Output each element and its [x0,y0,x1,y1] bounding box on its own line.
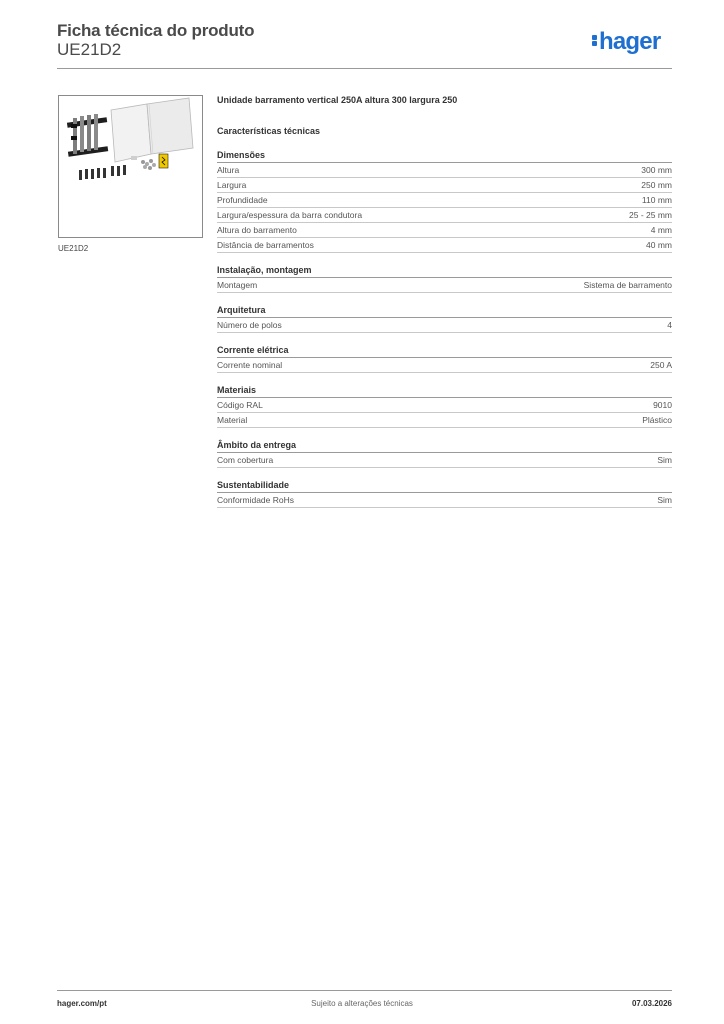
spec-group [217,303,672,333]
spec-value: Sistema de barramento [583,280,672,290]
spec-group [217,263,672,293]
product-code: UE21D2 [57,40,122,59]
spec-row [217,163,672,178]
spec-group [217,478,672,508]
spec-value: 25 - 25 mm [629,210,672,220]
spec-group [217,148,672,253]
spec-label: Código RAL [217,400,263,410]
footer-divider [57,990,672,991]
spec-label: Largura/espessura da barra condutora [217,210,363,220]
spec-value: 110 mm [641,195,672,205]
spec-row [217,193,672,208]
spec-group-title: Materiais [217,383,672,398]
logo-dot-icon [592,35,597,40]
spec-label: Número de polos [217,320,282,330]
spec-value: Sim [657,495,672,505]
spec-group-title: Dimensões [217,148,672,163]
spec-group [217,383,672,428]
spec-label: Conformidade RoHs [217,495,295,505]
product-illustration [59,96,202,237]
busbar-icon [67,114,108,157]
spec-label: Montagem [217,280,258,290]
spec-group-title: Instalação, montagem [217,263,672,278]
spec-row [217,398,672,413]
spec-value: Sim [657,455,672,465]
logo-text: hager [599,28,661,55]
spec-label: Distância de barramentos [217,240,314,250]
spec-value: 40 mm [646,240,672,250]
spec-row [217,238,672,253]
footer-website[interactable]: hager.com/pt [57,999,107,1008]
spec-group [217,343,672,373]
footer-date: 07.03.2026 [631,999,672,1008]
spec-group-title: Arquitetura [217,303,672,318]
spec-label: Com cobertura [217,455,274,465]
logo-dot-icon [592,41,597,46]
spec-value: Plástico [642,415,672,425]
spec-row [217,453,672,468]
spec-value: 9010 [653,400,672,410]
spec-row [217,208,672,223]
spec-label: Corrente nominal [217,360,283,370]
spec-label: Altura do barramento [217,225,297,235]
spec-label: Largura [217,180,247,190]
spec-label: Material [217,415,248,425]
spec-label: Altura [217,165,240,175]
spec-value: 300 mm [641,165,672,175]
product-image [58,95,203,238]
spec-value: 250 mm [641,180,672,190]
spec-row [217,318,672,333]
spec-value: 250 A [650,360,672,370]
spec-group-title: Sustentabilidade [217,478,672,493]
hager-logo [592,28,660,56]
spec-row [217,178,672,193]
cover-panel-icon [111,98,193,162]
spec-label: Profundidade [217,195,268,205]
header-divider [57,68,672,69]
spec-value: 4 mm [650,225,672,235]
spec-row [217,493,672,508]
spec-row [217,278,672,293]
technical-characteristics-heading: Características técnicas [217,126,321,136]
spec-group [217,438,672,468]
specification-content [217,95,672,518]
spec-group-title: Âmbito da entrega [217,438,672,453]
image-caption: UE21D2 [58,244,89,253]
footer-notice: Sujeito a alterações técnicas [311,999,413,1008]
spec-row [217,358,672,373]
spec-groups [217,148,672,508]
product-description: Unidade barramento vertical 250A altura 300 largura 250 [217,95,458,105]
spec-row [217,223,672,238]
spec-group-title: Corrente elétrica [217,343,672,358]
spec-value: 4 [667,320,672,330]
page-title: Ficha técnica do produto [57,21,255,40]
spec-row [217,413,672,428]
